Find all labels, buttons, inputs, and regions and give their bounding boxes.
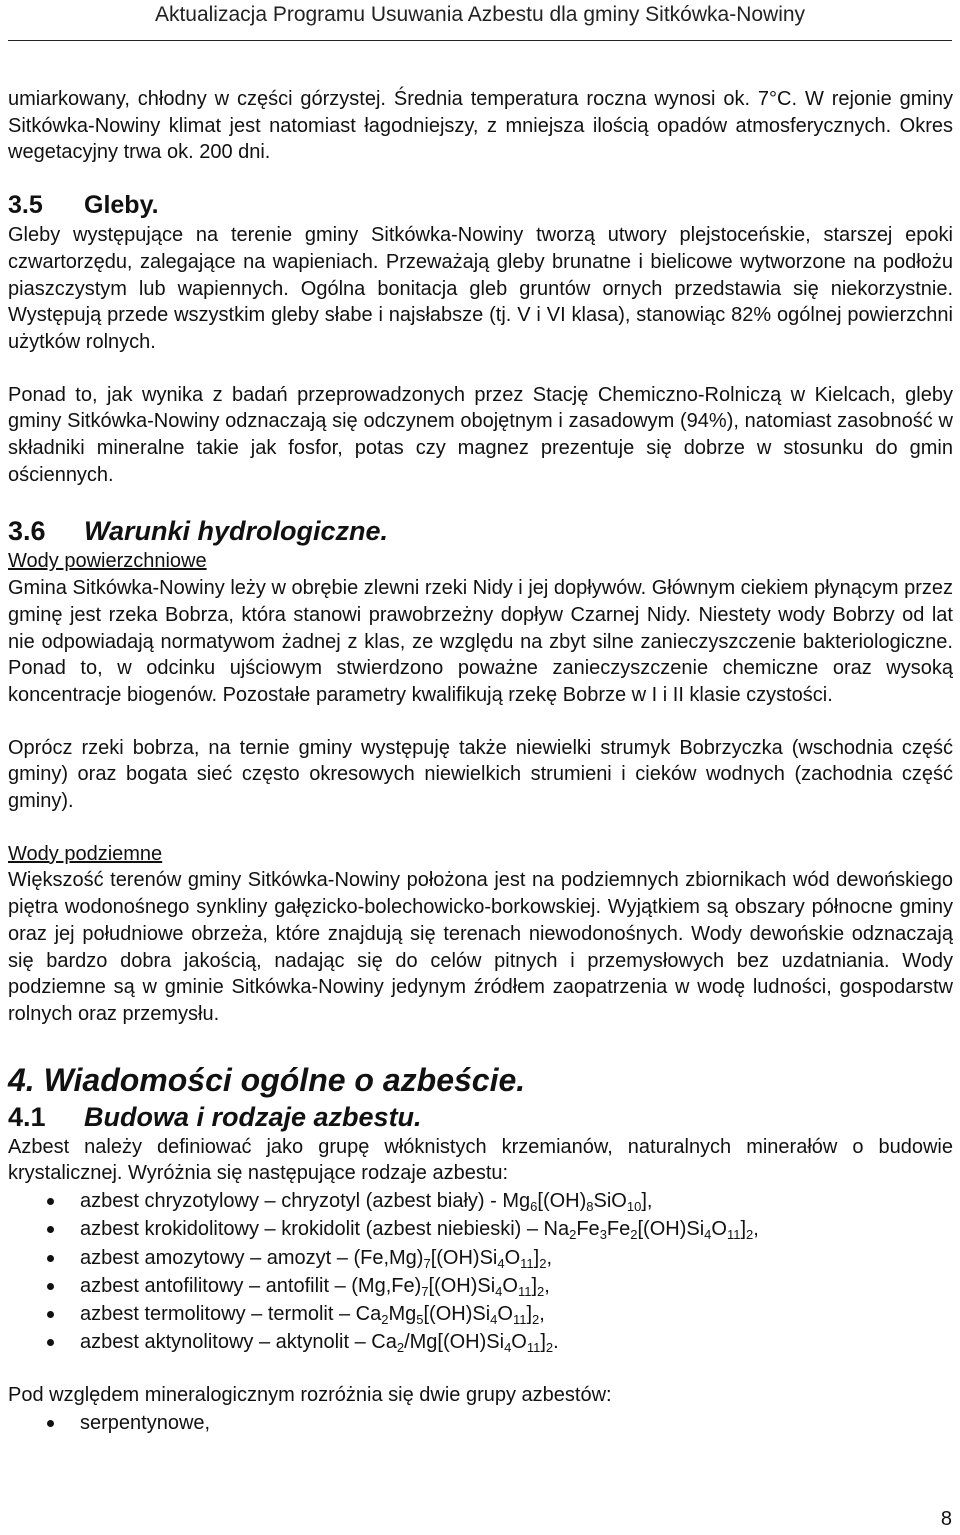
section-heading-3-5: 3.5 Gleby. [8, 191, 159, 220]
subheading-surface-waters: Wody powierzchniowe [8, 550, 207, 573]
asbestos-type-item: azbest termolitowy – termolit – $Ca_2Mg_5[(OH)Si_4O_{11}]_2$, [8, 1300, 953, 1328]
asbestos-type-item: azbest chryzotylowy – chryzotyl (azbest biały) - $Mg_6[(OH)_8SiO_{10}]$, [8, 1187, 953, 1215]
subheading-ground-waters: Wody podziemne [8, 842, 163, 865]
paragraph-groups-intro: Pod względem mineralogicznym rozróżnia się dwie grupy azbestów: [8, 1384, 612, 1407]
paragraph-soils: Gleby występujące na terenie gminy Sitkówka-Nowiny tworzą utwory plejstoceńskie, starszej epoki czwartorzędu, zalegające na wapieniach. Przeważają gleby brunatne i bielicowe wytworzone na podłożu piaszczystym lub wapiennych. Ogólna bonitacja gleb gruntów ornych przedstawia się niekorzystnie. Występują przede wszystkim gleby słabe i najsłabsze (tj. V i VI klasa), stanowiąc 82% ogólnej powierzchni użytków rolnych. [8, 224, 953, 353]
paragraph-surface-waters-2: Oprócz rzeki bobrza, na ternie gminy występuję także niewielki strumyk Bobrzyczka (wschodnia część gminy) oraz bogata sieć często okresowych niewielkich strumieni i cieków wodnych (zachodnia część gminy). [8, 736, 953, 813]
asbestos-type-item: azbest krokidolitowy – krokidolit (azbest niebieski) – $Na_2Fe_3Fe_2[(OH)Si_4O_{11}]_2$, [8, 1215, 953, 1243]
paragraph-asbestos-intro: Azbest należy definiować jako grupę włóknistych krzemianów, naturalnych minerałów o budowie krystalicznej. Wyróżnia się następujące rodzaje azbestu: [8, 1135, 953, 1185]
paragraph-soils-2: Ponad to, jak wynika z badań przeprowadzonych przez Stację Chemiczno-Rolniczą w Kielcach, gleby gminy Sitkówka-Nowiny odznaczają się odczynem obojętnym i zasadowym (94%), natomiast zasobność w składniki mineralne takie jak fosfor, potas czy magnez prezentuje się dobrze w stosunku do gmin ościennych. [8, 383, 953, 486]
asbestos-group-item: serpentynowe, [8, 1409, 953, 1437]
page-number: 8 [940, 1508, 952, 1530]
asbestos-type-item: azbest antofilitowy – antofilit – $(Mg,Fe)_7[(OH)Si_4O_{11}]_2$, [8, 1272, 953, 1300]
section-heading-4-1: 4.1 Budowa i rodzaje azbestu. [8, 1101, 422, 1132]
section-heading-3-6: 3.6 Warunki hydrologiczne. [8, 516, 389, 547]
document-body [8, 86, 953, 1437]
header-title: Aktualizacja Programu Usuwania Azbestu dla gminy Sitkówka-Nowiny [154, 3, 806, 26]
page-header [8, 0, 952, 41]
chapter-heading-4: 4. Wiadomości ogólne o azbeście. [8, 1061, 526, 1098]
paragraph-surface-waters: Gmina Sitkówka-Nowiny leży w obrębie zlewni rzeki Nidy i jej dopływów. Głównym ciekiem płynącym przez gminę jest rzeka Bobrza, która stanowi prawobrzeżny dopływ Czarnej Nidy. Niestety wody Bobrzy od lat nie odpowiadają normatywom żadnej z klas, ze względu na zbyt silne zanieczyszczenie bakteriologiczne. Ponad to, w odcinku ujściowym stwierdzono poważne zanieczyszczenie chemiczne oraz wysoką koncentracje biogenów. Pozostałe parametry kwalifikują rzekę Bobrze w I i II klasie czystości. [8, 577, 953, 706]
asbestos-type-item: azbest amozytowy – amozyt – $(Fe,Mg)_7[(OH)Si_4O_{11}]_2$, [8, 1244, 953, 1272]
paragraph-climate: umiarkowany, chłodny w części górzystej. Średnia temperatura roczna wynosi ok. 7°C. W rejonie gminy Sitkówka-Nowiny klimat jest natomiast łagodniejszy, z mniejsza ilością opadów atmosferycznych. Okres wegetacyjny trwa ok. 200 dni. [8, 88, 953, 164]
paragraph-ground-waters: Większość terenów gminy Sitkówka-Nowiny położona jest na podziemnych zbiornikach wód dewońskiego piętra wodonośnego synkliny gałęzicko-bolechowicko-borkowskiej. Wyjątkiem są obszary północne gminy oraz jej południowe obrzeża, które znajdują się terenach niewodonośnych. Wody dewońskie odznaczają się bardzo dobra jakością, nadając się do celów pitnych i przemysłowych bez uzdatniania. Wody podziemne są w gminie Sitkówka-Nowiny jedynym źródłem zaopatrzenia w wodę ludności, gospodarstw rolnych oraz przemysłu. [8, 869, 953, 1025]
asbestos-type-item: azbest aktynolitowy – aktynolit – $Ca_2/Mg[(OH)Si_4O_{11}]_2$. [8, 1328, 953, 1356]
asbestos-groups-list [8, 1409, 953, 1437]
asbestos-types-list [8, 1187, 953, 1356]
